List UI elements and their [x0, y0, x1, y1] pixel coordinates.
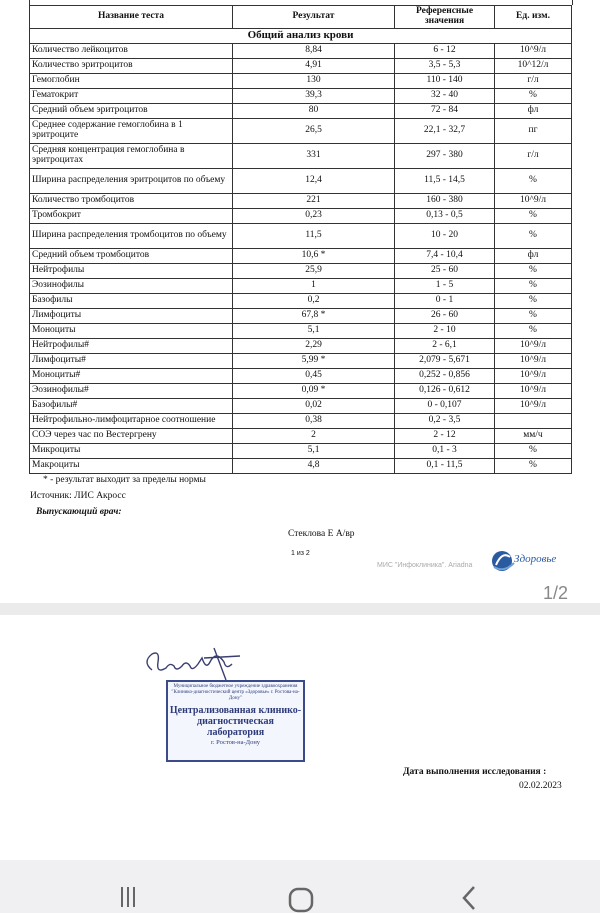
unit-cell: фл [495, 249, 572, 264]
table-row [30, 354, 572, 369]
test-name-cell: Гематокрит [30, 89, 233, 104]
result-cell: 8,84 [233, 44, 395, 59]
unit-cell: % [495, 444, 572, 459]
result-cell: 130 [233, 74, 395, 89]
test-name-cell: Ширина распределения эритроцитов по объему [30, 169, 233, 194]
table-row [30, 264, 572, 279]
unit-cell: % [495, 224, 572, 249]
test-name-cell: Нейтрофилы# [30, 339, 233, 354]
stamp-line-3: г. Ростов-на-Дону [210, 739, 261, 746]
reference-cell: 0,1 - 11,5 [395, 459, 495, 474]
reference-cell: 297 - 380 [395, 144, 495, 169]
completion-label: Дата выполнения исследования : [403, 767, 547, 777]
result-cell: 12,4 [233, 169, 395, 194]
unit-cell: г/л [495, 144, 572, 169]
results-table [29, 5, 572, 474]
reference-cell: 160 - 380 [395, 194, 495, 209]
unit-cell: 10^9/л [495, 369, 572, 384]
doctor-name: Стеклова Е А/вр [288, 529, 355, 539]
home-icon[interactable] [288, 887, 314, 913]
reference-cell: 110 - 140 [395, 74, 495, 89]
reference-cell: 2,079 - 5,671 [395, 354, 495, 369]
page-counter: 1/2 [543, 583, 569, 603]
test-name-cell: СОЭ через час по Вестергрену [30, 429, 233, 444]
unit-cell: % [495, 89, 572, 104]
reference-cell: 2 - 10 [395, 324, 495, 339]
table-row [30, 224, 572, 249]
result-cell: 26,5 [233, 119, 395, 144]
issuing-doctor-label: Выпускающий врач: [36, 507, 122, 517]
reference-cell: 72 - 84 [395, 104, 495, 119]
table-row [30, 74, 572, 89]
mis-label: МИС "Инфоклиника". Ariadna [377, 562, 473, 569]
test-name-cell: Нейтрофильно-лимфоцитарное соотношение [30, 414, 233, 429]
table-row [30, 169, 572, 194]
result-cell: 4,91 [233, 59, 395, 74]
table-row [30, 119, 572, 144]
reference-cell: 25 - 60 [395, 264, 495, 279]
result-cell: 0,02 [233, 399, 395, 414]
test-name-cell: Моноциты [30, 324, 233, 339]
unit-cell: % [495, 459, 572, 474]
reference-cell: 1 - 5 [395, 279, 495, 294]
reference-cell: 0,126 - 0,612 [395, 384, 495, 399]
logo-text: Здоровье [514, 553, 557, 565]
test-name-cell: Средний объем тромбоцитов [30, 249, 233, 264]
unit-cell: пг [495, 119, 572, 144]
reference-cell: 0,1 - 3 [395, 444, 495, 459]
source-label: Источник: ЛИС Акросс [30, 491, 126, 501]
result-cell: 4,8 [233, 459, 395, 474]
laboratory-stamp [166, 680, 305, 762]
test-name-cell: Эозинофилы# [30, 384, 233, 399]
test-name-cell: Средний объем эритроцитов [30, 104, 233, 119]
unit-cell: % [495, 264, 572, 279]
reference-cell: 32 - 40 [395, 89, 495, 104]
stamp-line-1: Муниципальное бюджетное учреждение здравоохранения "Клинико-диагностический центр «Здоровье» г. Ростова-на-Дону" [171, 684, 300, 701]
table-row [30, 339, 572, 354]
reference-cell: 2 - 6,1 [395, 339, 495, 354]
result-cell: 39,3 [233, 89, 395, 104]
table-row [30, 104, 572, 119]
header-unit: Ед. изм. [495, 6, 572, 29]
result-cell: 0,38 [233, 414, 395, 429]
table-row [30, 384, 572, 399]
table-row [30, 279, 572, 294]
page-gap [0, 603, 600, 615]
reference-cell: 0,13 - 0,5 [395, 209, 495, 224]
section-row [30, 29, 572, 44]
unit-cell: 10^9/л [495, 194, 572, 209]
zdorovie-logo [490, 545, 562, 577]
unit-cell: % [495, 294, 572, 309]
table-row [30, 309, 572, 324]
unit-cell: 10^9/л [495, 339, 572, 354]
reference-cell: 0,2 - 3,5 [395, 414, 495, 429]
unit-cell: % [495, 324, 572, 339]
signature-image [140, 640, 250, 685]
result-cell: 67,8 * [233, 309, 395, 324]
recent-apps-icon[interactable] [120, 885, 136, 909]
result-cell: 2,29 [233, 339, 395, 354]
unit-cell: % [495, 279, 572, 294]
test-name-cell: Лимфоциты# [30, 354, 233, 369]
table-row [30, 459, 572, 474]
reference-cell: 10 - 20 [395, 224, 495, 249]
table-row [30, 59, 572, 74]
test-name-cell: Количество тромбоцитов [30, 194, 233, 209]
unit-cell: 10^9/л [495, 399, 572, 414]
header-test-name: Название теста [30, 6, 233, 29]
table-header-row [30, 6, 572, 29]
table-row [30, 209, 572, 224]
result-cell: 2 [233, 429, 395, 444]
unit-cell: % [495, 169, 572, 194]
unit-cell: 10^9/л [495, 354, 572, 369]
result-cell: 221 [233, 194, 395, 209]
result-cell: 0,23 [233, 209, 395, 224]
table-row [30, 414, 572, 429]
unit-cell: 10^12/л [495, 59, 572, 74]
table-row [30, 144, 572, 169]
test-name-cell: Ширина распределения тромбоцитов по объему [30, 224, 233, 249]
test-name-cell: Средняя концентрация гемоглобина в эритроцитах [30, 144, 233, 169]
footnote: * - результат выходит за пределы нормы [43, 475, 206, 485]
table-row [30, 429, 572, 444]
result-cell: 25,9 [233, 264, 395, 279]
reference-cell: 11,5 - 14,5 [395, 169, 495, 194]
result-cell: 5,1 [233, 444, 395, 459]
table-row [30, 369, 572, 384]
test-name-cell: Эозинофилы [30, 279, 233, 294]
reference-cell: 22,1 - 32,7 [395, 119, 495, 144]
test-name-cell: Базофилы# [30, 399, 233, 414]
table-row [30, 249, 572, 264]
test-name-cell: Микроциты [30, 444, 233, 459]
table-row [30, 399, 572, 414]
reference-cell: 6 - 12 [395, 44, 495, 59]
test-name-cell: Моноциты# [30, 369, 233, 384]
test-name-cell: Базофилы [30, 294, 233, 309]
unit-cell: % [495, 209, 572, 224]
result-cell: 0,2 [233, 294, 395, 309]
unit-cell: мм/ч [495, 429, 572, 444]
unit-cell: 10^9/л [495, 384, 572, 399]
test-name-cell: Гемоглобин [30, 74, 233, 89]
result-cell: 80 [233, 104, 395, 119]
test-name-cell: Количество лейкоцитов [30, 44, 233, 59]
reference-cell: 0,252 - 0,856 [395, 369, 495, 384]
unit-cell [495, 414, 572, 429]
test-name-cell: Лимфоциты [30, 309, 233, 324]
header-reference: Референсные значения [395, 6, 495, 29]
table-row [30, 294, 572, 309]
section-title: Общий анализ крови [30, 29, 572, 44]
stamp-line-2: Централизованная клинико-диагностическая лаборатория [169, 705, 302, 738]
result-cell: 0,45 [233, 369, 395, 384]
header-result: Результат [233, 6, 395, 29]
table-row [30, 444, 572, 459]
android-nav-bar [0, 860, 600, 913]
result-cell: 331 [233, 144, 395, 169]
unit-cell: % [495, 309, 572, 324]
result-cell: 5,99 * [233, 354, 395, 369]
test-name-cell: Нейтрофилы [30, 264, 233, 279]
test-name-cell: Количество эритроцитов [30, 59, 233, 74]
test-name-cell: Макроциты [30, 459, 233, 474]
reference-cell: 3,5 - 5,3 [395, 59, 495, 74]
reference-cell: 0 - 1 [395, 294, 495, 309]
reference-cell: 2 - 12 [395, 429, 495, 444]
table-row [30, 89, 572, 104]
test-name-cell: Тромбокрит [30, 209, 233, 224]
result-cell: 0,09 * [233, 384, 395, 399]
table-row [30, 324, 572, 339]
unit-cell: 10^9/л [495, 44, 572, 59]
reference-cell: 26 - 60 [395, 309, 495, 324]
unit-cell: фл [495, 104, 572, 119]
result-cell: 11,5 [233, 224, 395, 249]
table-row [30, 44, 572, 59]
back-icon[interactable] [460, 885, 478, 911]
page-number: 1 из 2 [291, 550, 310, 557]
unit-cell: г/л [495, 74, 572, 89]
result-cell: 10,6 * [233, 249, 395, 264]
result-cell: 5,1 [233, 324, 395, 339]
test-name-cell: Среднее содержание гемоглобина в 1 эритроците [30, 119, 233, 144]
completion-date: 02.02.2023 [519, 781, 562, 791]
result-cell: 1 [233, 279, 395, 294]
reference-cell: 7,4 - 10,4 [395, 249, 495, 264]
table-row [30, 194, 572, 209]
reference-cell: 0 - 0,107 [395, 399, 495, 414]
